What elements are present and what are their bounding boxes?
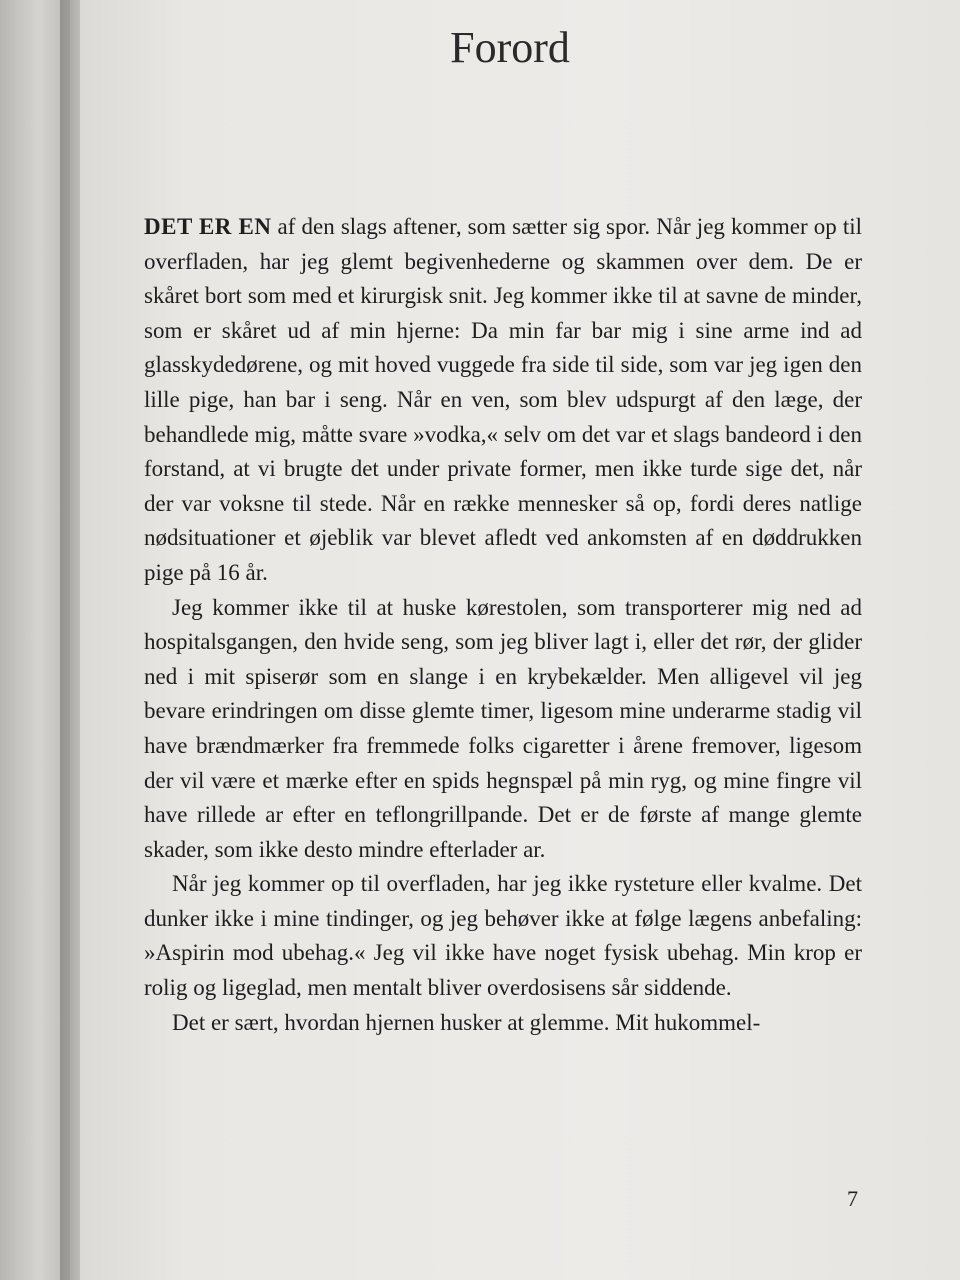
body-text [144, 210, 862, 1040]
paragraph-2: Jeg kommer ikke til at huske kørestolen, som transporterer mig ned ad hospitalsgangen, den hvide seng, som jeg bliver lagt i, eller det rør, der glider ned i mit spiserør som en slange i en krybekælder. Men alligevel vil jeg bevare erindringen om disse glemte timer, ligesom mine underarme stadig vil have brændmærker fra fremmede folks cigaretter i årene fremover, ligesom der vil være et mærke efter en spids hegnspæl på min ryg, og mine fingre vil have rillede ar efter en teflongrillpande. Det er de første af mange glemte skader, som ikke desto mindre efterlader ar. [144, 594, 862, 862]
paragraph-4: Det er sært, hvordan hjernen husker at glemme. Mit hukommel- [172, 1009, 761, 1035]
paragraph-lead-in: DET ER EN [144, 214, 272, 239]
page-number: 7 [847, 1186, 858, 1211]
paragraph-1-text: af den slags aftener, som sætter sig spor. Når jeg kommer op til overfladen, har jeg glemt begivenhederne og skammen over dem. De er skåret bort som med et kirurgisk snit. Jeg kommer ikke til at savne de minder, som er skåret ud af min hjerne: Da min far bar mig i sine arme ind ad glasskydedørene, og mit hoved vuggede fra side til side, som var jeg igen den lille pige, han bar i seng. Når en ven, som blev udspurgt af den læge, der behandlede mig, måtte svare »vodka,« selv om det var et slags bandeord i den forstand, at vi brugte det under private former, men ikke turde sige det, når der var voksne til stede. Når en række mennesker så op, fordi deres natlige nødsituationer et øjeblik var blevet afledt ved ankomsten af en døddrukken pige på 16 år. [144, 214, 862, 585]
paragraph-3: Når jeg kommer op til overfladen, har jeg ikke rysteture eller kvalme. Det dunker ikke i mine tindinger, og jeg behøver ikke at følge lægens anbefaling: »Aspirin mod ubehag.« Jeg vil ikke have noget fysisk ubehag. Min krop er rolig og ligeglad, men mentalt bliver overdosisens sår siddende. [144, 871, 862, 1001]
chapter-title: Forord [450, 23, 570, 72]
book-page [80, 0, 960, 1280]
paragraph-1 [144, 210, 862, 591]
